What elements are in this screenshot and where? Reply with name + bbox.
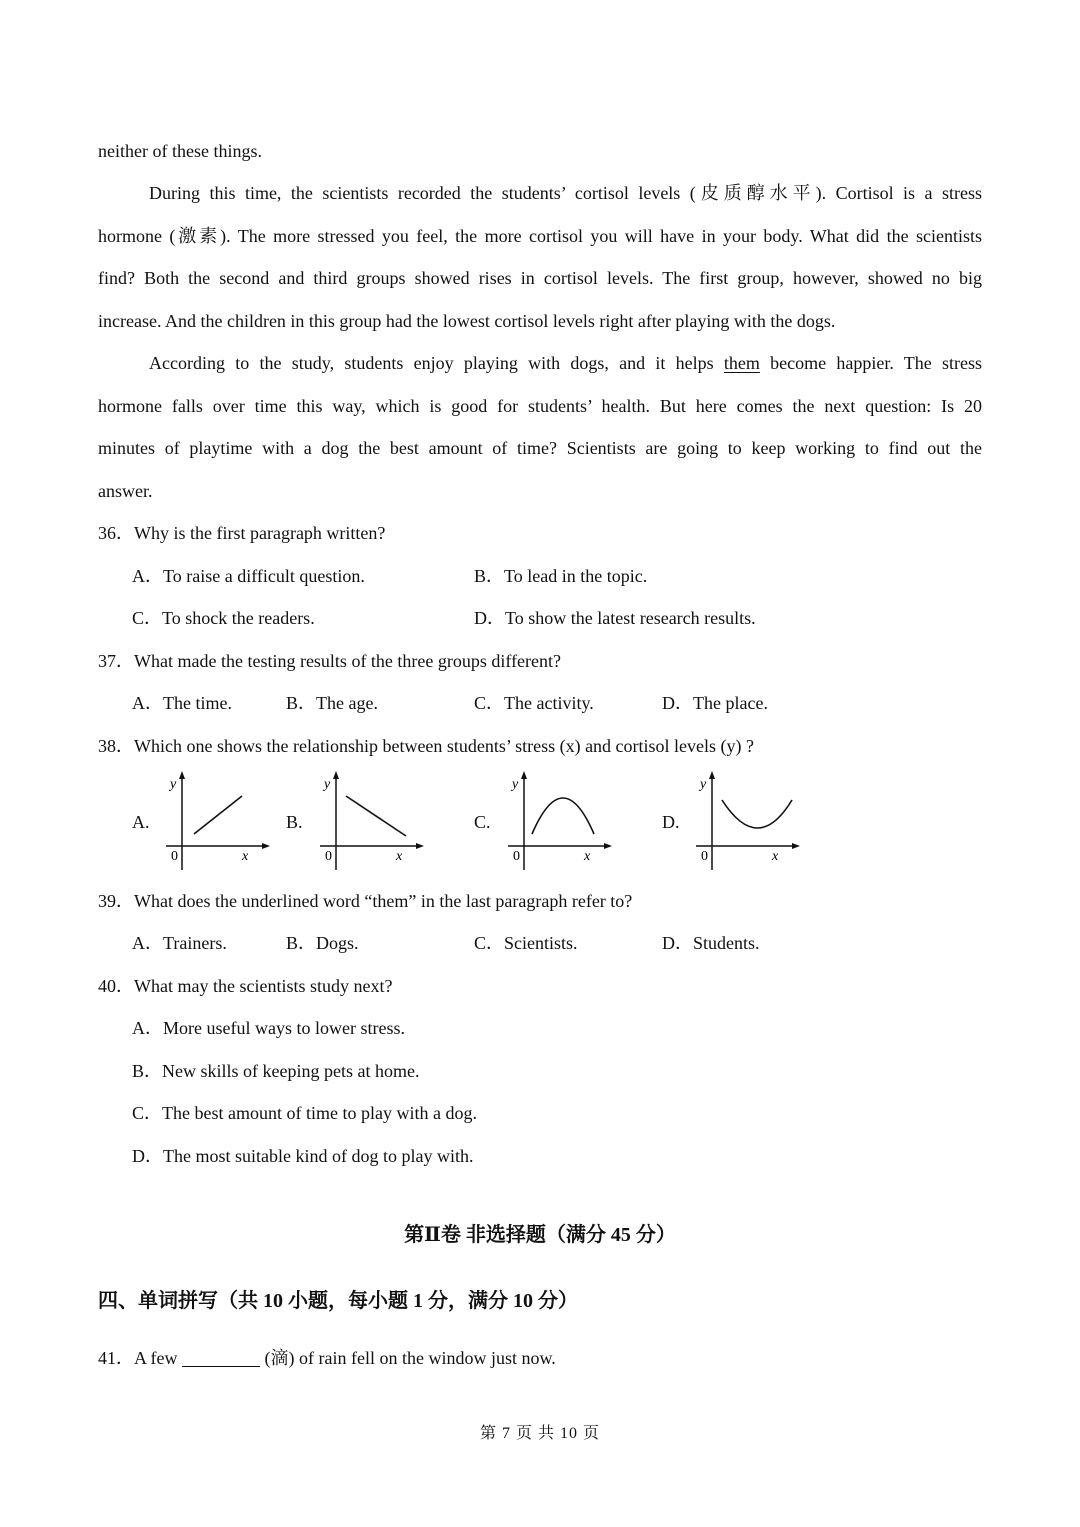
axis-x-label: x (396, 849, 403, 864)
answer-option: B．The age. (286, 693, 378, 713)
downward-parabola-graph (504, 770, 614, 874)
option-letter: D. (662, 812, 680, 832)
answer-blank[interactable] (182, 1348, 260, 1367)
answer-option: A．More useful ways to lower stress. (132, 1018, 405, 1038)
part-heading: 四、单词拼写（共 10 小题，每小题 1 分，满分 10 分） (98, 1290, 578, 1312)
origin-label: 0 (701, 849, 708, 864)
option-letter: A. (132, 812, 150, 832)
passage-line: find? Both the second and third groups showed rises in cortisol levels. The first group, however, showed no big (98, 268, 982, 288)
passage-line (149, 351, 982, 375)
axis-x-label: x (242, 849, 249, 864)
question-stem: 37．What made the testing results of the three groups different? (98, 651, 562, 671)
answer-option: A．The time. (132, 693, 232, 713)
answer-option: C．Scientists. (474, 933, 578, 953)
question-stem (98, 1346, 556, 1370)
page-number-footer: 第 7 页 共 10 页 (479, 1425, 600, 1442)
question-text: (滴) of rain fell on the window just now. (264, 1348, 556, 1368)
answer-option: D．The most suitable kind of dog to play with. (132, 1146, 474, 1166)
question-stem: 36．Why is the first paragraph written? (98, 523, 386, 543)
question-stem: 38．Which one shows the relationship between students’ stress (x) and cortisol levels (y) ? (98, 736, 755, 756)
question-stem: 39．What does the underlined word “them” in the last paragraph refer to? (98, 891, 633, 911)
axis-x-label: x (772, 849, 779, 864)
answer-option: A．To raise a difficult question. (132, 566, 365, 586)
axis-x-label: x (584, 849, 591, 864)
answer-option: B．New skills of keeping pets at home. (132, 1061, 420, 1081)
answer-option: A．Trainers. (132, 933, 227, 953)
passage-line: hormone falls over time this way, which is good for students’ health. But here comes the next question: Is 20 (98, 396, 982, 416)
question-text: 41．A few (98, 1348, 178, 1368)
passage-line: increase. And the children in this group had the lowest cortisol levels right after playing with the dogs. (98, 311, 836, 331)
passage-line: neither of these things. (98, 141, 262, 161)
section-title: 第Ⅱ卷 非选择题（满分 45 分） (404, 1224, 676, 1246)
answer-option: C．The best amount of time to play with a dog. (132, 1103, 477, 1123)
option-letter: C. (474, 812, 491, 832)
underlined-word: them (723, 353, 760, 373)
answer-option: D．To show the latest research results. (474, 608, 756, 628)
linear-increasing-graph (162, 770, 272, 874)
option-letter: B. (286, 812, 303, 832)
question-stem: 40．What may the scientists study next? (98, 976, 393, 996)
axis-y-label: y (324, 777, 331, 792)
axis-y-label: y (170, 777, 177, 792)
passage-line: minutes of playtime with a dog the best amount of time? Scientists are going to keep working to find out the (98, 438, 982, 458)
axis-y-label: y (512, 777, 519, 792)
passage-text: become happier. The stress (770, 353, 983, 373)
answer-option: D．The place. (662, 693, 768, 713)
answer-option: D．Students. (662, 933, 760, 953)
upward-parabola-graph (692, 770, 802, 874)
axis-y-label: y (700, 777, 707, 792)
answer-option: C．To shock the readers. (132, 608, 315, 628)
passage-line: During this time, the scientists recorded the students’ cortisol levels (皮质醇水平). Cortisol is a stress (149, 183, 982, 203)
answer-option: B．Dogs. (286, 933, 359, 953)
answer-option: C．The activity. (474, 693, 594, 713)
passage-text: According to the study, students enjoy playing with dogs, and it helps (149, 353, 714, 373)
origin-label: 0 (171, 849, 178, 864)
origin-label: 0 (325, 849, 332, 864)
linear-decreasing-graph (316, 770, 426, 874)
origin-label: 0 (513, 849, 520, 864)
passage-line: answer. (98, 481, 153, 501)
passage-line: hormone (激素). The more stressed you feel, the more cortisol you will have in your body. What did the scientists (98, 226, 982, 246)
answer-option: B．To lead in the topic. (474, 566, 648, 586)
